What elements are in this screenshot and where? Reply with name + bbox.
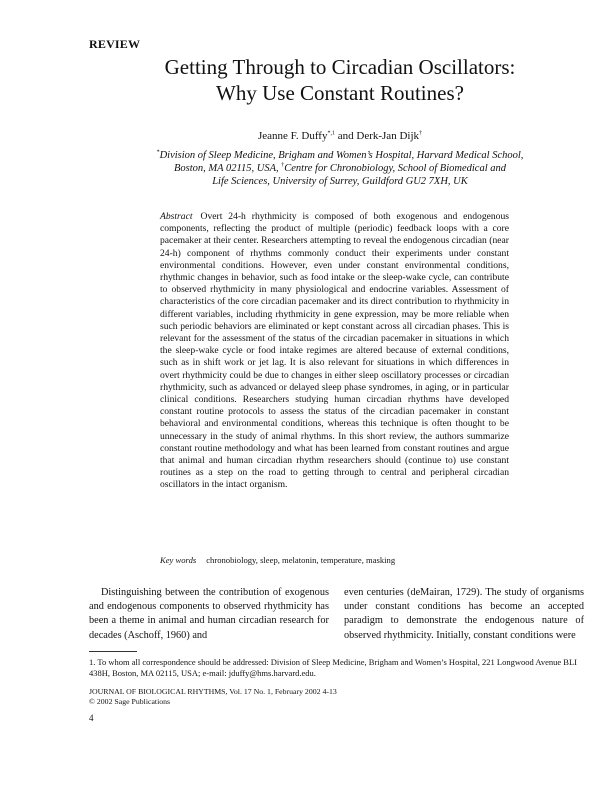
abstract-text: Overt 24-h rhythmicity is composed of both exogenous and endogenous components, reflecting the product of multiple (periodic) feedback loops with a core pacemaker at their center. Researchers attempting to reveal the endogenous circadian (near 24-h) component of rhythms commonly conduct their experiments under constant environmental conditions. However, even under constant environmental conditions, rhythmic changes in behavior, such as food intake or the sleep-wake cycle, can contribute to observed rhythmicity in many physiological and endocrine variables. Assessment of characteristics of the core circadian pacemaker and its direct contribution to rhythmicity in different variables, including rhythmicity in gene expression, may be more reliable when such periodic behaviors are eliminated or kept constant across all circadian phases. This is relevant for the assessment of the status of the circadian pacemaker in situations in which the sleep-wake cycle or food intake regimes are altered because of external conditions, such as in shift work or jet lag. It is also relevant for situations in which differences in overt rhythmicity could be due to changes in either sleep oscillatory processes or circadian rhythmicity, such as advanced or delayed sleep phase syndromes, in aging, or in particular clinical conditions. Researchers studying human circadian rhythms have developed constant routine protocols to assess the status of the circadian pacemaker in constant behavioral and environmental conditions, whereas this technique is often thought to be unnecessary in the study of animal rhythms. In this short review, the authors summarize constant routine methodology and what has been learned from constant routines and argue that animal and human circadian rhythm researchers should (continue to) use constant routines as a step on the road to getting through to central and peripheral circadian oscillators in the intact organism. [160, 211, 509, 491]
keywords-text: chronobiology, sleep, melatonin, temperature, masking [206, 555, 396, 565]
author-1: Jeanne F. Duffy [257, 130, 328, 142]
affiliation-1-text: Division of Sleep Medicine, Brigham and Women’s Hospital, Harvard Medical School, [159, 150, 524, 161]
affiliation-line-3: Life Sciences, University of Surrey, Guildford GU2 7XH, UK [212, 176, 468, 187]
author-conjunction: and [334, 130, 357, 142]
page-number: 4 [89, 713, 94, 723]
title-line-2: Why Use Constant Routines? [216, 81, 464, 105]
affiliation-1-mark: * [156, 149, 160, 156]
affiliation-1-city: Boston, MA 02115, USA, [174, 163, 282, 174]
author-1-superscript: *,1 [327, 130, 335, 137]
author-list [90, 130, 590, 142]
article-title [90, 54, 590, 106]
section-label: REVIEW [89, 37, 141, 51]
journal-citation: JOURNAL OF BIOLOGICAL RHYTHMS, Vol. 17 No. 1, February 2002 4-13 [89, 687, 337, 696]
abstract [160, 211, 509, 492]
author-2-superscript: † [419, 130, 422, 137]
affiliations [90, 149, 590, 188]
footnote-divider [89, 651, 137, 652]
affiliation-2-text: Centre for Chronobiology, School of Biomedical and [284, 163, 506, 174]
body-column-left: Distinguishing between the contribution of exogenous and endogenous components to observed rhythmicity has been a theme in animal and human circadian research for decades (Aschoff, 1960) and [89, 587, 329, 641]
footnote: 1. To whom all correspondence should be addressed: Division of Sleep Medicine, Brigham and Women’s Hospital, 221 Longwood Avenue BLI 438H, Boston, MA 02115, USA; e-mail: jduffy@hms.harvard.edu. [89, 657, 577, 678]
body-column-right: even centuries (deMairan, 1729). The study of organisms under constant conditions has become an accepted paradigm to demonstrate the endogenous nature of observed rhythmicity. Initially, constant conditions were [344, 587, 584, 641]
keywords [160, 555, 520, 565]
affiliation-line-1 [90, 149, 590, 162]
affiliation-2-mark: † [281, 162, 285, 169]
author-2: Derk-Jan Dijk [356, 130, 419, 142]
affiliation-line-2 [90, 162, 590, 175]
abstract-label: Abstract [160, 211, 193, 222]
journal-info [89, 687, 337, 707]
copyright-notice: © 2002 Sage Publications [89, 697, 171, 706]
keywords-label: Key words [160, 555, 197, 565]
title-line-1: Getting Through to Circadian Oscillators: [164, 55, 516, 79]
